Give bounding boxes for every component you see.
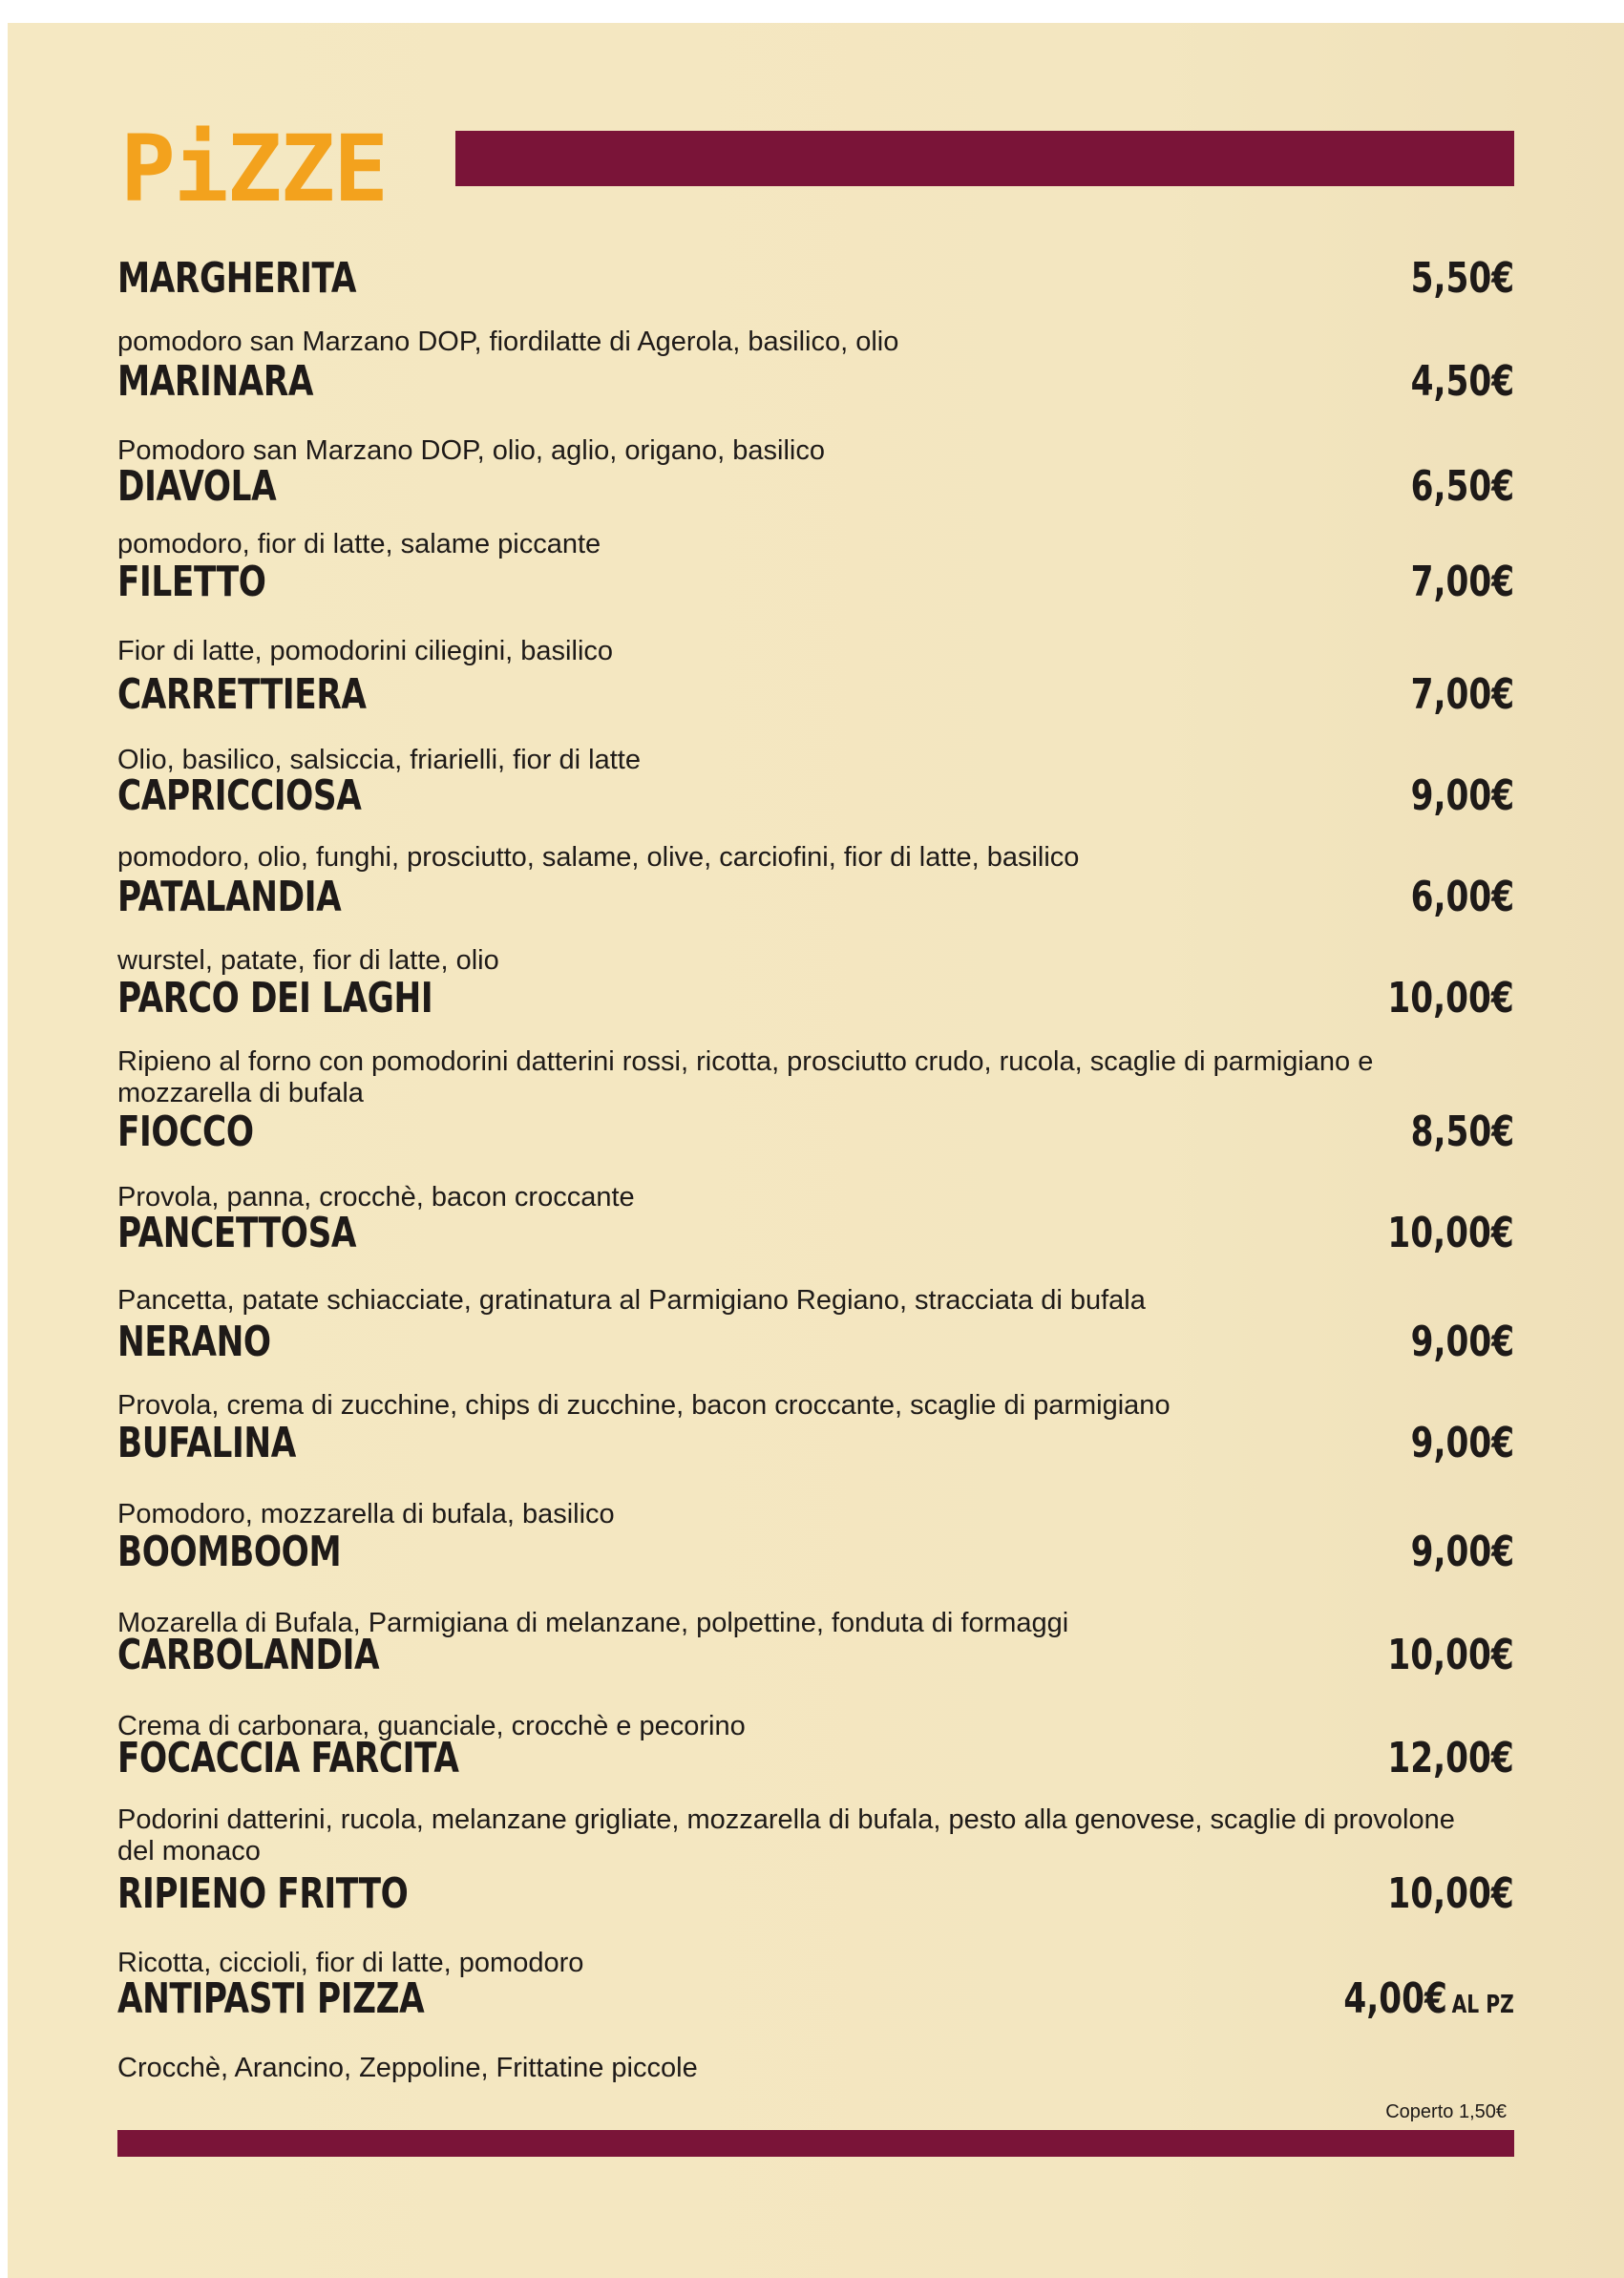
menu-item-description: Crocchè, Arancino, Zeppoline, Frittatine piccole xyxy=(117,2053,698,2083)
menu-item-name: PATALANDIA xyxy=(117,873,342,921)
menu-item-name: FOCACCIA FARCITA xyxy=(117,1734,459,1782)
menu-item-name: CARRETTIERA xyxy=(117,670,367,719)
menu-item-description: Podorini datterini, rucola, melanzane grigliate, mozzarella di bufala, pesto alla genovese, scaglie di provolone xyxy=(117,1804,1455,1835)
menu-item-price xyxy=(1410,254,1514,303)
menu-item-description: mozzarella di bufala xyxy=(117,1078,364,1108)
menu-item-name: PARCO DEI LAGHI xyxy=(117,974,433,1023)
menu-item-name: MARGHERITA xyxy=(117,254,357,303)
menu-item-description: del monaco xyxy=(117,1836,261,1867)
header-divider-bar xyxy=(455,131,1514,186)
menu-item-price xyxy=(1410,1107,1514,1156)
menu-item-price-value: 6,00€ xyxy=(1410,873,1514,921)
menu-item-price-value: 12,00€ xyxy=(1387,1734,1514,1782)
menu-item-name: DIAVOLA xyxy=(117,462,277,511)
menu-item-name: FIOCCO xyxy=(117,1107,254,1156)
menu-item-price-value: 5,50€ xyxy=(1410,254,1514,303)
menu-item-price xyxy=(1387,1631,1514,1679)
menu-item-name: CAPRICCIOSA xyxy=(117,771,362,820)
menu-item-price xyxy=(1387,1209,1514,1257)
menu-item-price xyxy=(1410,558,1514,606)
footer-divider-bar xyxy=(117,2130,1514,2157)
coperto-note: Coperto 1,50€ xyxy=(1385,2101,1507,2122)
menu-item-name: PANCETTOSA xyxy=(117,1209,357,1257)
menu-item-price-value: 10,00€ xyxy=(1387,1631,1514,1679)
menu-item-description: Olio, basilico, salsiccia, friarielli, fior di latte xyxy=(117,745,641,775)
menu-item-description: wurstel, patate, fior di latte, olio xyxy=(117,945,499,976)
menu-item-price-value: 9,00€ xyxy=(1410,1419,1514,1467)
menu-item-price xyxy=(1410,357,1514,406)
menu-item-description: Ripieno al forno con pomodorini datterini rossi, ricotta, prosciutto crudo, rucola, scaglie di parmigiano e xyxy=(117,1046,1374,1077)
menu-item-name: MARINARA xyxy=(117,357,314,406)
menu-item-name: RIPIENO FRITTO xyxy=(117,1869,409,1918)
menu-item-name: FILETTO xyxy=(117,558,266,606)
menu-item-description: pomodoro, fior di latte, salame piccante xyxy=(117,529,601,559)
menu-item-description: Provola, crema di zucchine, chips di zucchine, bacon croccante, scaglie di parmigiano xyxy=(117,1390,1171,1421)
menu-item-description: Ricotta, ciccioli, fior di latte, pomodoro xyxy=(117,1948,584,1978)
menu-item-price xyxy=(1343,1974,1514,2023)
menu-item-description: Fior di latte, pomodorini ciliegini, basilico xyxy=(117,636,614,666)
menu-item-name: NERANO xyxy=(117,1318,271,1366)
menu-item-price-value: 7,00€ xyxy=(1410,558,1514,606)
menu-item-price xyxy=(1410,462,1514,511)
menu-item-price xyxy=(1387,1869,1514,1918)
menu-item-name: BOOMBOOM xyxy=(117,1528,342,1576)
menu-item-price-value: 4,00€ xyxy=(1343,1974,1448,2023)
menu-item-price xyxy=(1410,1318,1514,1366)
menu-item-description: Pancetta, patate schiacciate, gratinatura al Parmigiano Regiano, stracciata di bufala xyxy=(117,1285,1146,1316)
menu-item-name: BUFALINA xyxy=(117,1419,296,1467)
menu-item-price xyxy=(1410,771,1514,820)
menu-item-price xyxy=(1387,1734,1514,1782)
menu-item-description: pomodoro, olio, funghi, prosciutto, salame, olive, carciofini, fior di latte, basilico xyxy=(117,842,1080,873)
page-title: PiZZE xyxy=(120,116,387,222)
menu-item-price-value: 9,00€ xyxy=(1410,1318,1514,1366)
menu-item-description: Provola, panna, crocchè, bacon croccante xyxy=(117,1182,635,1213)
menu-item-description: Crema di carbonara, guanciale, crocchè e pecorino xyxy=(117,1711,746,1741)
menu-item-name: ANTIPASTI PIZZA xyxy=(117,1974,425,2023)
menu-item-price-value: 9,00€ xyxy=(1410,771,1514,820)
menu-item-price-unit: AL PZ xyxy=(1451,1991,1514,2019)
menu-item-price-value: 10,00€ xyxy=(1387,974,1514,1023)
menu-page xyxy=(8,23,1624,2278)
menu-item-description: Pomodoro san Marzano DOP, olio, aglio, origano, basilico xyxy=(117,435,825,466)
menu-item-name: CARBOLANDIA xyxy=(117,1631,380,1679)
menu-item-price-value: 10,00€ xyxy=(1387,1209,1514,1257)
menu-item-price xyxy=(1410,1419,1514,1467)
menu-item-price-value: 9,00€ xyxy=(1410,1528,1514,1576)
menu-item-price-value: 7,00€ xyxy=(1410,670,1514,719)
menu-item-price xyxy=(1410,873,1514,921)
menu-item-description: pomodoro san Marzano DOP, fiordilatte di Agerola, basilico, olio xyxy=(117,327,899,357)
menu-item-price xyxy=(1410,1528,1514,1576)
menu-item-price xyxy=(1387,974,1514,1023)
menu-item-price xyxy=(1410,670,1514,719)
menu-item-price-value: 10,00€ xyxy=(1387,1869,1514,1918)
menu-item-price-value: 6,50€ xyxy=(1410,462,1514,511)
menu-item-price-value: 8,50€ xyxy=(1410,1107,1514,1156)
menu-item-description: Pomodoro, mozzarella di bufala, basilico xyxy=(117,1499,615,1529)
menu-item-description: Mozarella di Bufala, Parmigiana di melanzane, polpettine, fonduta di formaggi xyxy=(117,1608,1069,1638)
menu-item-price-value: 4,50€ xyxy=(1410,357,1514,406)
